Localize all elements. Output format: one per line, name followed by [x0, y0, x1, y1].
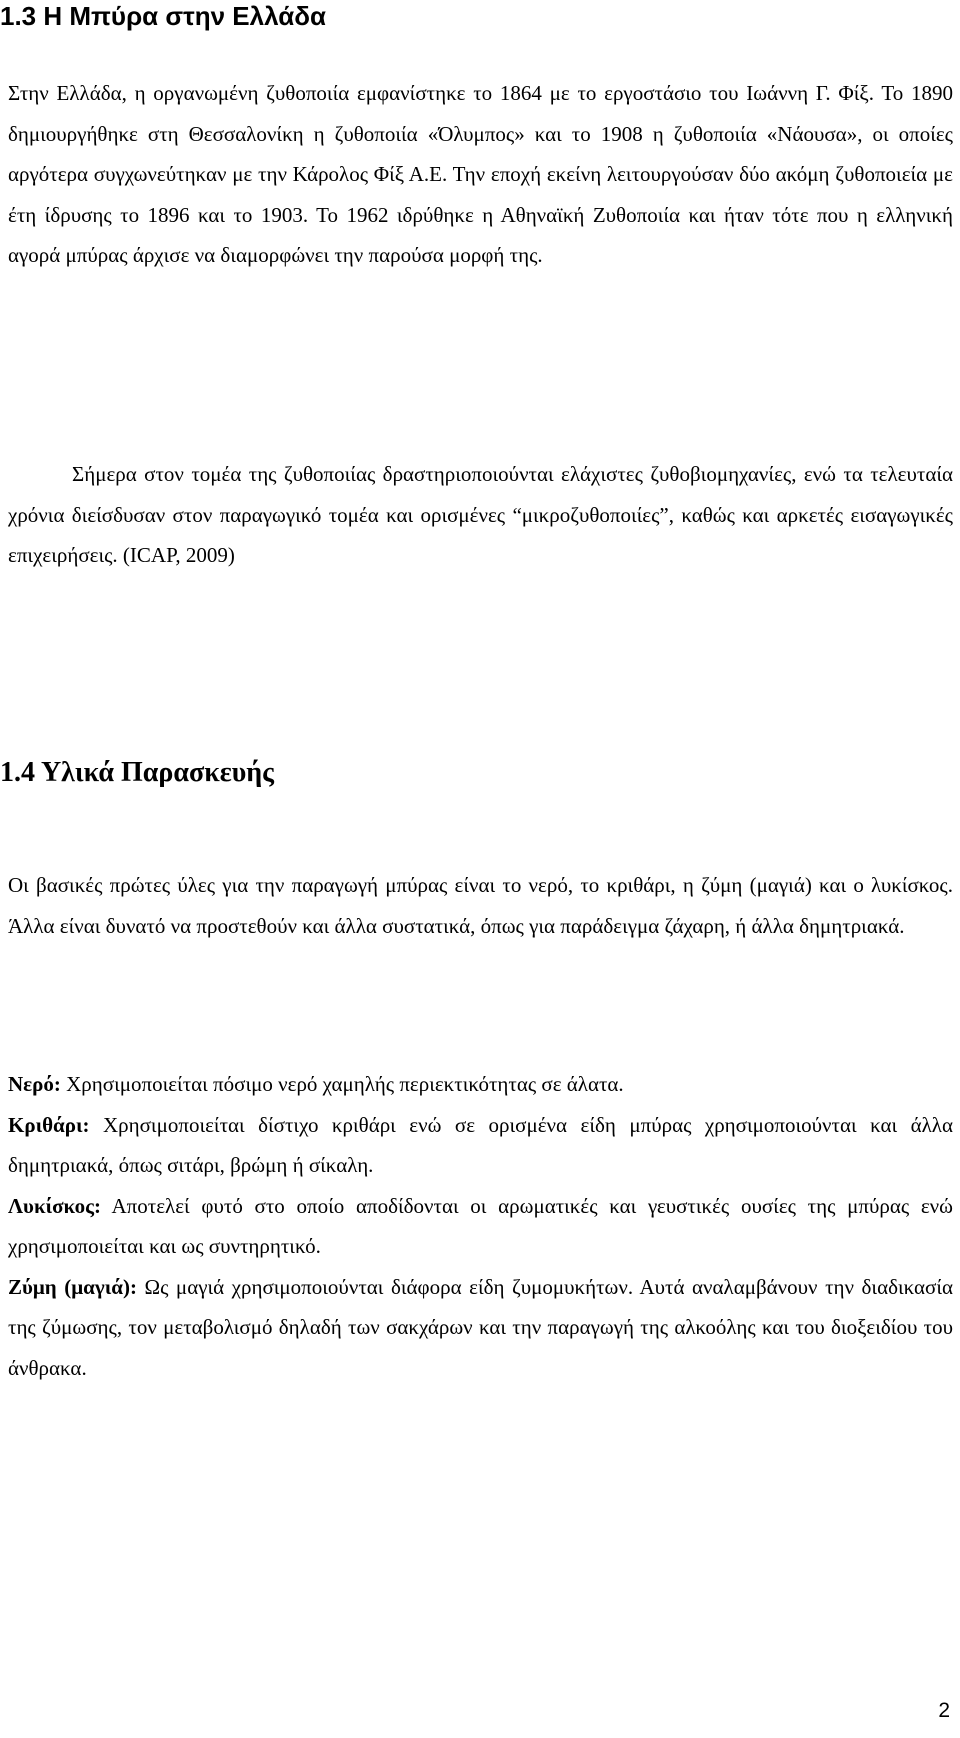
industry-paragraph: Σήμερα στον τομέα της ζυθοποιίας δραστηριοποιούνται ελάχιστες ζυθοβιομηχανίες, ενώ τα τελευταία χρόνια διείσδυσαν στον παραγωγικό τομέα και ορισμένες “μικροζυθοποιίες”, καθώς και αρκετές εισαγωγικές επιχειρήσεις. (ICAP, 2009)	[8, 462, 953, 567]
ingredient-description: Ως μαγιά χρησιμοποιούνται διάφορα είδη ζυμομυκήτων. Αυτά αναλαμβάνουν την διαδικασία της ζύμωσης, τον μεταβολισμό δηλαδή των σακχάρων και την παραγωγή της αλκοόλης και του διοξειδίου του άνθρακα.	[8, 1274, 953, 1380]
section-heading-1-4: 1.4 Υλικά Παρασκευής	[0, 757, 274, 788]
ingredient-description: Χρησιμοποιείται δίστιχο κριθάρι ενώ σε ορισμένα είδη μπύρας χρησιμοποιούνται και άλλα δημητριακά, όπως σιτάρι, βρώμη ή σίκαλη.	[8, 1112, 953, 1177]
ingredient-term: Ζύμη (μαγιά):	[8, 1274, 137, 1299]
ingredient-description: Χρησιμοποιείται πόσιμο νερό χαμηλής περιεκτικότητας σε άλατα.	[60, 1072, 624, 1096]
ingredient-description: Αποτελεί φυτό στο οποίο αποδίδονται οι αρωματικές και γευστικές ουσίες της μπύρας ενώ χρησιμοποιείται και ως συντηρητικό.	[8, 1193, 953, 1258]
history-paragraph: Στην Ελλάδα, η οργανωμένη ζυθοποιία εμφανίστηκε το 1864 με το εργοστάσιο του Ιωάννη Γ. Φίξ. Το 1890 δημιουργήθηκε στη Θεσσαλονίκη η ζυθοποιία «Όλυμπος» και το 1908 η ζυθοποιία «Νάουσα», οι οποίες αργότερα συγχωνεύτηκαν με την Κάρολος Φίξ Α.Ε. Την εποχή εκείνη λειτουργούσαν δύο ακόμη ζυθοποιεία με έτη ίδρυσης το 1896 και το 1903. Το 1962 ιδρύθηκε η Αθηναϊκή Ζυθοποιία και ήταν τότε που η ελληνική αγορά μπύρας άρχισε να διαμορφώνει την παρούσα μορφή της.	[8, 81, 953, 267]
ingredient-term: Λυκίσκος:	[8, 1193, 101, 1218]
ingredient-yeast	[8, 1275, 953, 1380]
ingredient-hops	[8, 1194, 953, 1259]
ingredients-list	[8, 1064, 953, 1388]
page-number: 2	[938, 1699, 950, 1722]
section-heading-1-3: 1.3 Η Μπύρα στην Ελλάδα	[0, 1, 326, 31]
ingredient-water	[8, 1072, 624, 1096]
ingredient-barley	[8, 1113, 953, 1178]
ingredient-term: Κριθάρι:	[8, 1112, 90, 1137]
ingredients-intro-paragraph: Οι βασικές πρώτες ύλες για την παραγωγή μπύρας είναι το νερό, το κριθάρι, η ζύμη (μαγιά) και ο λυκίσκος. Άλλα είναι δυνατό να προστεθούν και άλλα συστατικά, όπως για παράδειγμα ζάχαρη, ή άλλα δημητριακά.	[8, 873, 953, 938]
ingredient-term: Νερό:	[8, 1072, 61, 1096]
